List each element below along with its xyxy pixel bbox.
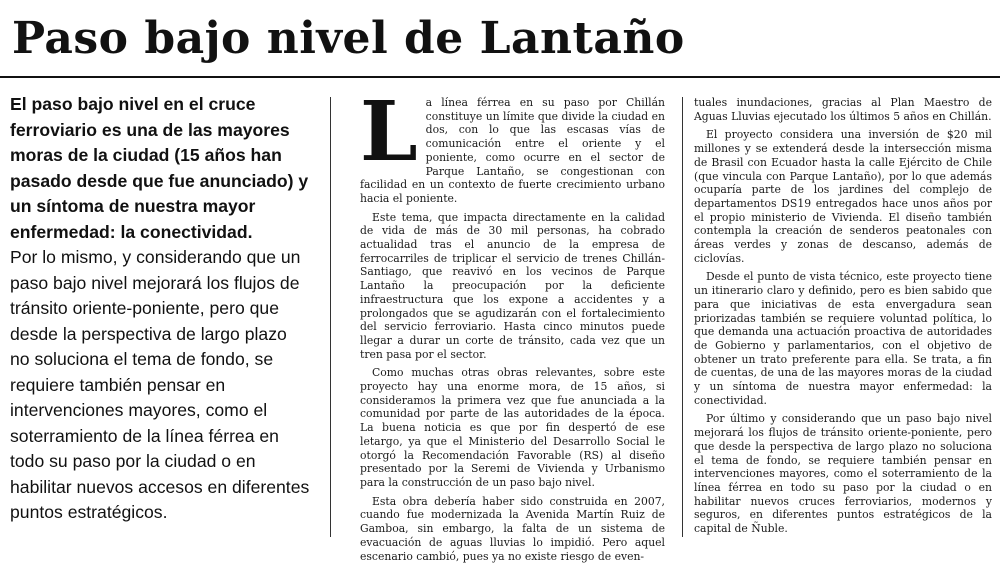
column-divider-left (330, 97, 331, 537)
headline: Paso bajo nivel de Lantaño (12, 13, 685, 64)
paragraph: Esta obra debería haber sido construida en 2007, cuando fue modernizada la Avenida Martín Ruiz de Gamboa, sin embargo, la falta de un sistema de evacuación de aguas lluvias lo impidió. Pero aquel escenario cambió, pues ya no existe riesgo de even- (360, 494, 665, 563)
lead-summary (10, 92, 310, 526)
paragraph: Por último y considerando que un paso bajo nivel mejorará los flujos de tránsito oriente-poniente, pero que desde la perspectiva de largo plazo no soluciona el tema de fondo, se requiere también pensar en intervenciones mayores, como el soterramiento de la línea férrea en todo su paso por la ciudad o en habilitar nuevos cruces ferroviarios, modernos y seguros, en diferentes puntos estratégicos de la capital de Ñuble. (694, 412, 992, 536)
paragraph: a línea férrea en su paso por Chillán constituye un límite que divide la ciudad en dos, con lo que las escasas vías de comunicación entre el oriente y el poniente, como ocurre en el sector de Parque Lantaño, se congestionan con facilidad en un contexto de fuerte crecimiento urbano hacia el poniente. (360, 96, 665, 205)
lead-regular-text: Por lo mismo, y considerando que un paso bajo nivel mejorará los flujos de tránsito oriente-poniente, pero que desde la perspectiva de largo plazo no soluciona el tema de fondo, se requiere también pensar en intervenciones mayores, como el soterramiento de la línea férrea en todo su paso por la ciudad o en habilitar nuevos accesos en diferentes puntos estratégicos. (10, 247, 310, 522)
article-column-1 (360, 84, 665, 568)
article-column-2 (694, 96, 992, 541)
column-divider-right (682, 97, 683, 537)
headline-rule (0, 76, 1000, 78)
paragraph: Este tema, que impacta directamente en la calidad de vida de más de 30 mil personas, ha cobrado actualidad tras el anuncio de la empresa de ferrocarriles de triplicar el servicio de trenes Chillán-Santiago, que reavivó en los vecinos de Parque Lantaño la preocupación por la deficiente infraestructura que los expone a accidentes y a prolongados que se agudizarán con el fortalecimiento del servicio ferroviario. Hasta cinco minutos puede llegar a durar un corte de tránsito, cada vez que un tren pasa por el sector. (360, 210, 665, 361)
drop-cap: L (360, 84, 418, 180)
paragraph: tuales inundaciones, gracias al Plan Maestro de Aguas Lluvias ejecutado los últimos 5 años en Chillán. (694, 96, 992, 123)
lead-bold-text: El paso bajo nivel en el cruce ferroviario es una de las mayores moras de la ciudad (15 años han pasado desde que fue anunciado) y un síntoma de nuestra mayor enfermedad: la conectividad. (10, 94, 309, 242)
paragraph: Como muchas otras obras relevantes, sobre este proyecto hay una enorme mora, de 15 años, si consideramos la primera vez que fue anunciada a la comunidad por parte de las autoridades de la época. La buena noticia es que por fin despertó de ese letargo, ya que el Ministerio del Desarrollo Social le otorgó la Recomendación Favorable (RS) al diseño presentado por la Seremi de Vivienda y Urbanismo para la construcción de un paso bajo nivel. (360, 366, 665, 489)
paragraph: Desde el punto de vista técnico, este proyecto tiene un itinerario claro y definido, pero es bien sabido que para que iniciativas de esta envergadura sean priorizadas también se requiere voluntad política, lo que demanda una actuación proactiva de autoridades de Gobierno y parlamentarios, con el objetivo de obtener un trato preferente para ella. Se trata, a fin de cuentas, de una de las mayores moras de la ciudad y un síntoma de nuestra mayor enfermedad: la conectividad. (694, 270, 992, 407)
paragraph: El proyecto considera una inversión de $20 mil millones y se extenderá desde la intersección misma de Brasil con Ecuador hasta la calle Ejército de Chile (que vincula con Parque Lantaño), por lo que además ocuparía parte de los jardines del complejo de departamentos DS19 entregados hace unos años por el propio ministerio de Vivienda. El diseño también contempla la creación de senderos peatonales con áreas verdes y zonas de descanso, además de ciclovías. (694, 128, 992, 265)
